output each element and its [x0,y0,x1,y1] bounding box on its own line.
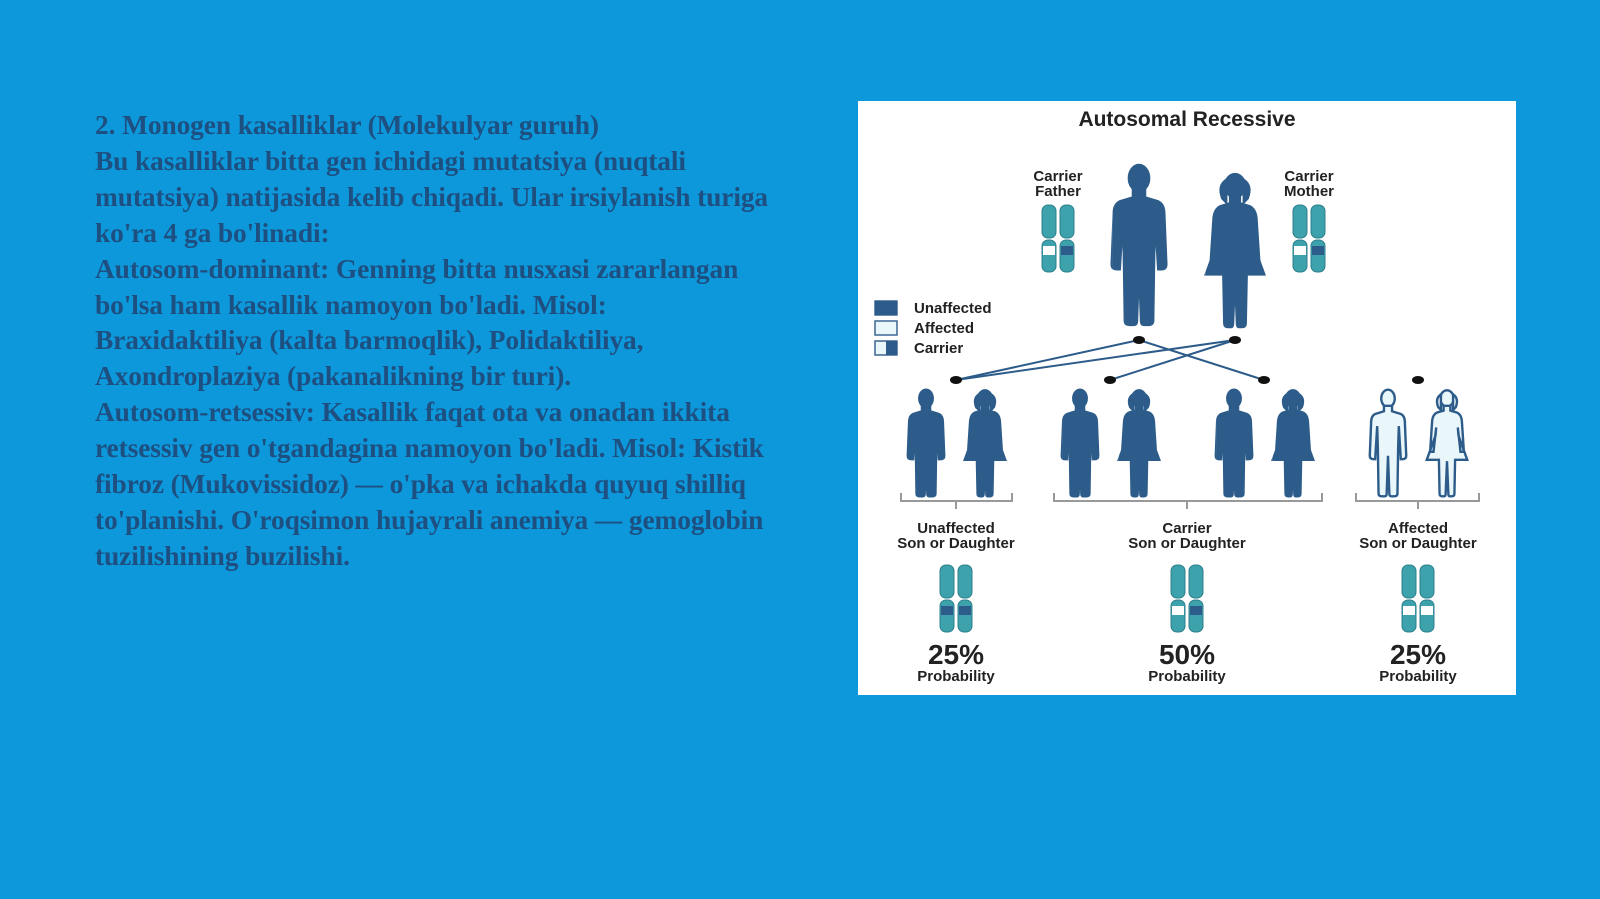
chromosome [1293,205,1307,272]
inheritance-dot [1133,336,1145,344]
text-heading: 2. Monogen kasalliklar (Molekulyar guruh) [95,110,599,140]
outcome-label-affected: Affected [1387,520,1449,537]
outcome-chromosomes-carrier [1171,565,1203,632]
child-figure-affected [1370,390,1406,497]
text-paragraph-autosomal-dominant: Autosom-dominant: Genning bitta nusxasi zararlangan bo'lsa ham kasallik namoyon bo'ladi. Misol: Braxidaktiliya (kalta barmoqlik), Polidaktiliya, Axondroplaziya (pakanalikning bir turi). [95,253,739,392]
chromatid-lower [1171,600,1185,632]
allele-band [941,606,953,615]
legend-label-unaffected: Unaffected [914,300,992,317]
legend-item-affected [875,320,974,337]
chromatid-lower [1293,240,1307,272]
figure-title: Autosomal Recessive [1078,108,1296,131]
allele-band [1421,606,1433,615]
chromatid-lower [958,600,972,632]
legend-swatch-unaffected [875,301,897,315]
chromatid-upper [940,565,954,598]
legend-swatch-affected [875,321,897,335]
outcome-label-carrier: Carrier [1162,520,1212,537]
father-figure [1112,165,1167,325]
child-figure-unaffected [908,390,944,497]
chromatid-lower [1311,240,1325,272]
legend-swatch-carrier-half [886,341,897,355]
mother-label-line1: Carrier [1284,168,1334,185]
outcome-chromosomes-unaffected [940,565,972,632]
diagram-canvas [858,101,1516,695]
chromatid-upper [1171,565,1185,598]
inheritance-dot [950,376,962,384]
chromatid-lower [1060,240,1074,272]
chromatid-upper [1042,205,1056,238]
inheritance-line [1139,340,1264,380]
chromatid-lower [1042,240,1056,272]
father-chromosomes [1042,205,1074,272]
father-label-line1: Carrier [1033,168,1083,185]
group-bracket [1054,493,1322,509]
group-bracket [1356,493,1479,509]
legend-label-carrier: Carrier [914,340,964,357]
inheritance-line [956,340,1139,380]
child-figure-carrier [1273,390,1314,496]
allele-band [959,606,971,615]
chromosome [1420,565,1434,632]
child-figure-unaffected [965,390,1006,496]
inheritance-line [956,340,1235,380]
outcome-probability-carrier: Probability [1148,668,1226,685]
child-figure-affected [1427,390,1468,496]
allele-band [1294,246,1306,255]
slide-text-block [95,108,775,575]
chromatid-upper [958,565,972,598]
outcome-probability-unaffected: Probability [917,668,995,685]
chromatid-lower [1420,600,1434,632]
inheritance-dot [1104,376,1116,384]
outcome-sublabel-carrier: Son or Daughter [1128,535,1246,552]
chromosome [1060,205,1074,272]
mother-chromosomes [1293,205,1325,272]
outcome-percent-unaffected: 25% [927,639,985,670]
child-figure-carrier [1062,390,1098,497]
chromatid-upper [1189,565,1203,598]
chromosome [1311,205,1325,272]
child-figure-carrier [1119,390,1160,496]
outcome-probability-affected: Probability [1379,668,1457,685]
text-paragraph-intro: Bu kasalliklar bitta gen ichidagi mutatsiya (nuqtali mutatsiya) natijasida kelib chiqadi. Ular irsiylanish turiga ko'ra 4 ga bo'linadi: [95,145,769,248]
bracket-line [1356,493,1479,509]
allele-band [1403,606,1415,615]
father-label-line2: Father [1035,183,1081,200]
allele-band [1043,246,1055,255]
allele-band [1312,246,1324,255]
figure-root [875,108,1479,685]
outcome-label-unaffected: Unaffected [917,520,995,537]
autosomal-recessive-diagram [858,101,1516,695]
outcome-percent-carrier: 50% [1158,639,1216,670]
legend-item-carrier [875,340,963,357]
bracket-line [1054,493,1322,509]
inheritance-line [1110,340,1235,380]
child-figure-carrier [1216,390,1252,497]
mother-figure [1206,174,1265,327]
chromatid-upper [1402,565,1416,598]
chromatid-lower [940,600,954,632]
chromosome [1402,565,1416,632]
chromosome [940,565,954,632]
legend-label-affected: Affected [914,320,975,337]
outcome-percent-affected: 25% [1389,639,1447,670]
chromatid-lower [1189,600,1203,632]
outcome-sublabel-unaffected: Son or Daughter [897,535,1015,552]
allele-band [1061,246,1073,255]
chromosome [958,565,972,632]
chromosome [1171,565,1185,632]
inheritance-dot [1258,376,1270,384]
inheritance-dot [1412,376,1424,384]
outcome-sublabel-affected: Son or Daughter [1359,535,1477,552]
chromosome [1189,565,1203,632]
inheritance-dot [1229,336,1241,344]
chromatid-lower [1402,600,1416,632]
mother-label-line2: Mother [1284,183,1334,200]
chromatid-upper [1060,205,1074,238]
outcome-chromosomes-affected [1402,565,1434,632]
allele-band [1172,606,1184,615]
text-paragraph-autosomal-recessive: Autosom-retsessiv: Kasallik faqat ota va onadan ikkita retsessiv gen o'tgandagina namoyon bo'ladi. Misol: Kistik fibroz (Mukovissidoz) — o'pka va ichakda quyuq shilliq to'planishi. O'roqsimon hujayrali anemiya — gemoglobin tuzilishining buzilishi. [95,397,764,571]
legend-item-unaffected [875,300,992,317]
chromatid-upper [1293,205,1307,238]
chromatid-upper [1311,205,1325,238]
chromatid-upper [1420,565,1434,598]
allele-band [1190,606,1202,615]
chromosome [1042,205,1056,272]
